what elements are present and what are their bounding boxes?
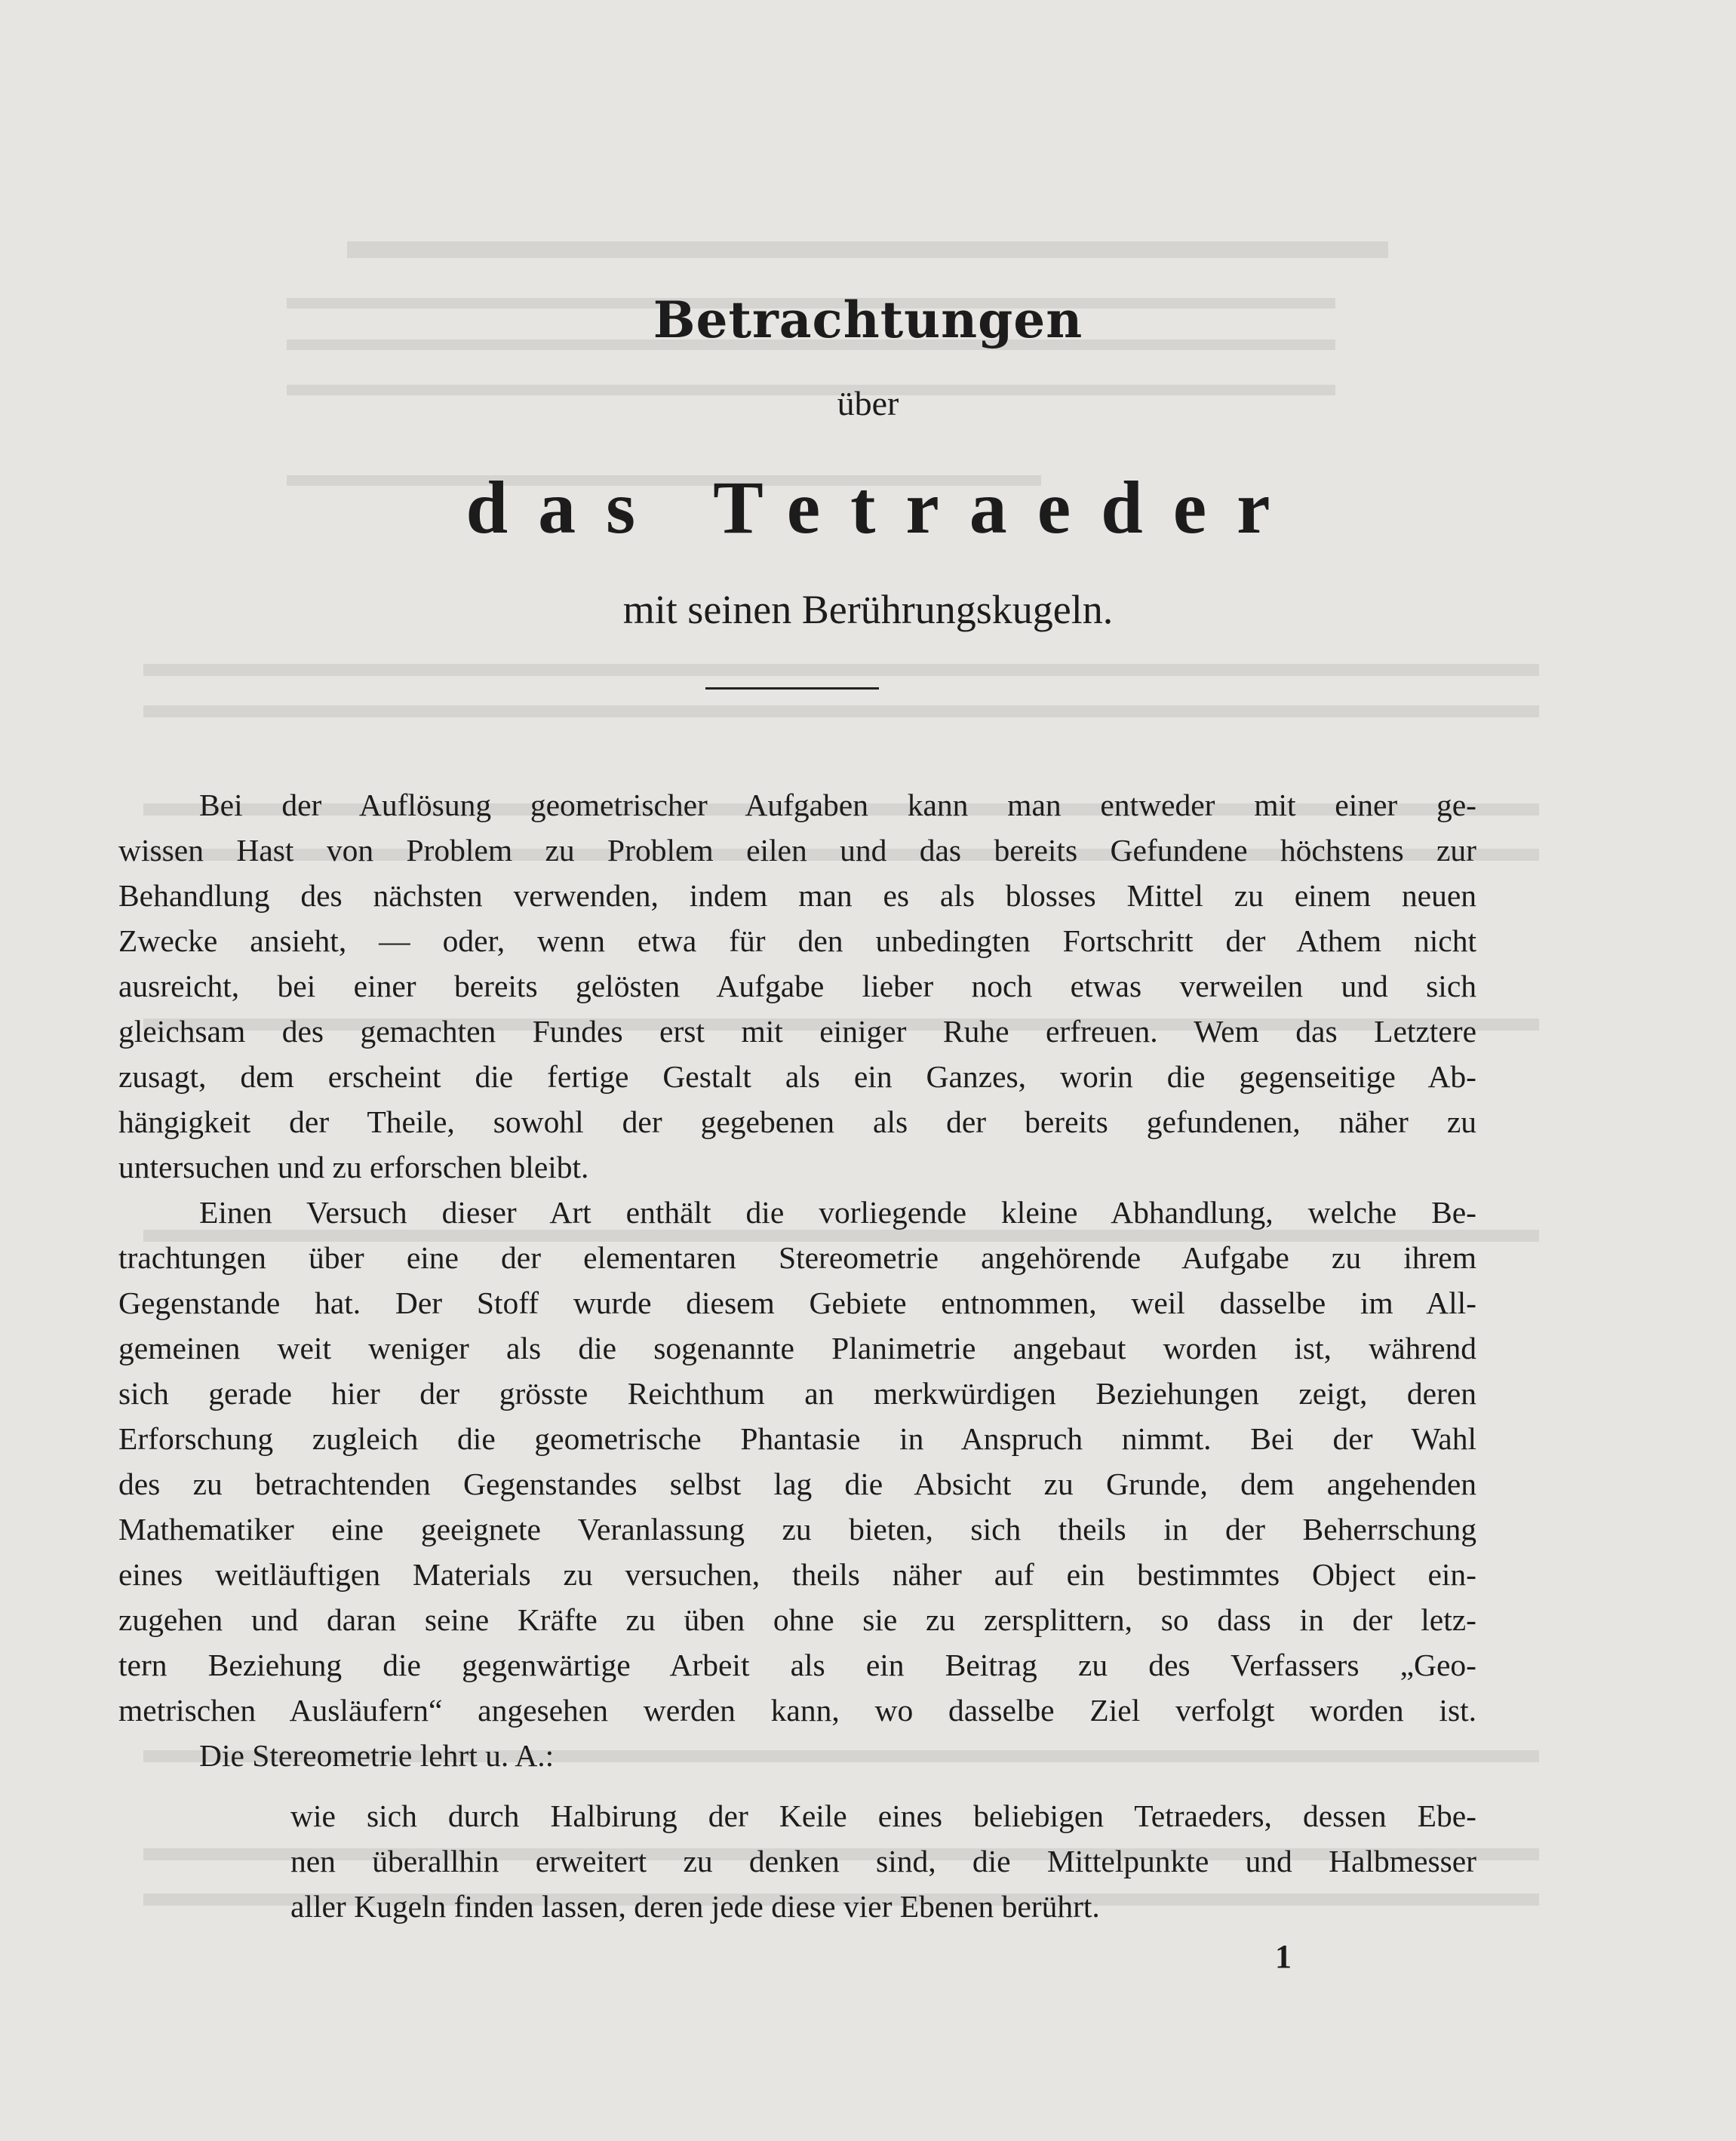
paragraph-2-line: Gegenstande hat. Der Stoff wurde diesem Gebiete entnommen, weil dasselbe im All-	[118, 1286, 1476, 1320]
title-betrachtungen: Betrachtungen	[653, 290, 1083, 349]
page-number: 1	[1275, 1938, 1292, 1975]
paragraph-2-line: zugehen und daran seine Kräfte zu üben ohne sie zu zersplittern, so dass in der letz-	[118, 1602, 1476, 1637]
paragraph-1-line: Zwecke ansieht, — oder, wenn etwa für den unbedingten Fortschritt der Athem nicht	[118, 923, 1476, 958]
quote-line: nen überallhin erweitert zu denken sind, die Mittelpunkte und Halbmesser	[290, 1844, 1476, 1878]
paragraph-2-line: gemeinen weit weniger als die sogenannte Planimetrie angebaut worden ist, während	[118, 1331, 1476, 1365]
paragraph-1-line: zusagt, dem erscheint die fertige Gestalt als ein Ganzes, worin die gegenseitige Ab-	[118, 1059, 1476, 1094]
paragraph-1-line: ausreicht, bei einer bereits gelösten Aufgabe lieber noch etwas verweilen und sich	[118, 969, 1476, 1003]
paragraph-2-line: des zu betrachtenden Gegenstandes selbst lag die Absicht zu Grunde, dem angehenden	[118, 1467, 1476, 1501]
paragraph-2-line: trachtungen über eine der elementaren Stereometrie angehörende Aufgabe zu ihrem	[118, 1240, 1476, 1275]
paragraph-1-line: hängigkeit der Theile, sowohl der gegebenen als der bereits gefundenen, näher zu	[118, 1104, 1476, 1139]
paragraph-2-line: metrischen Ausläufern“ angesehen werden kann, wo dasselbe Ziel verfolgt worden ist.	[118, 1693, 1476, 1728]
subtitle-beruehrungskugeln: mit seinen Berührungskugeln.	[622, 587, 1114, 632]
paragraph-2-line: sich gerade hier der grösste Reichthum an merkwürdigen Beziehungen zeigt, deren	[118, 1376, 1476, 1411]
paragraph-3-line: Die Stereometrie lehrt u. A.:	[199, 1738, 555, 1773]
paragraph-2-line: Mathematiker eine geeignete Veranlassung zu bieten, sich theils in der Beherrschung	[118, 1512, 1476, 1547]
quote-line: aller Kugeln finden lassen, deren jede diese vier Ebenen berührt.	[290, 1889, 1100, 1924]
paragraph-1-line: gleichsam des gemachten Fundes erst mit einiger Ruhe erfreuen. Wem das Letztere	[118, 1014, 1476, 1049]
paragraph-1-line: wissen Hast von Problem zu Problem eilen und das bereits Gefundene höchstens zur	[118, 833, 1476, 868]
paragraph-1-line: Bei der Auflösung geometrischer Aufgaben kann man entweder mit einer ge-	[199, 788, 1476, 822]
paragraph-2-line: Einen Versuch dieser Art enthält die vorliegende kleine Abhandlung, welche Be-	[199, 1195, 1476, 1230]
paragraph-1-line: untersuchen und zu erforschen bleibt.	[118, 1150, 589, 1184]
paragraph-1-line: Behandlung des nächsten verwenden, indem man es als blosses Mittel zu einem neuen	[118, 878, 1476, 913]
title-divider	[705, 687, 879, 690]
paragraph-2-line: tern Beziehung die gegenwärtige Arbeit als ein Beitrag zu des Verfassers „Geo-	[118, 1648, 1476, 1682]
title-ueber: über	[837, 384, 899, 422]
paragraph-2-line: eines weitläuftigen Materials zu versuchen, theils näher auf ein bestimmtes Object ein-	[118, 1557, 1476, 1592]
title-das-tetraeder: das Tetraeder	[465, 465, 1301, 549]
paragraph-2-line: Erforschung zugleich die geometrische Phantasie in Anspruch nimmt. Bei der Wahl	[118, 1421, 1476, 1456]
quote-line: wie sich durch Halbirung der Keile eines beliebigen Tetraeders, dessen Ebe-	[290, 1799, 1476, 1833]
